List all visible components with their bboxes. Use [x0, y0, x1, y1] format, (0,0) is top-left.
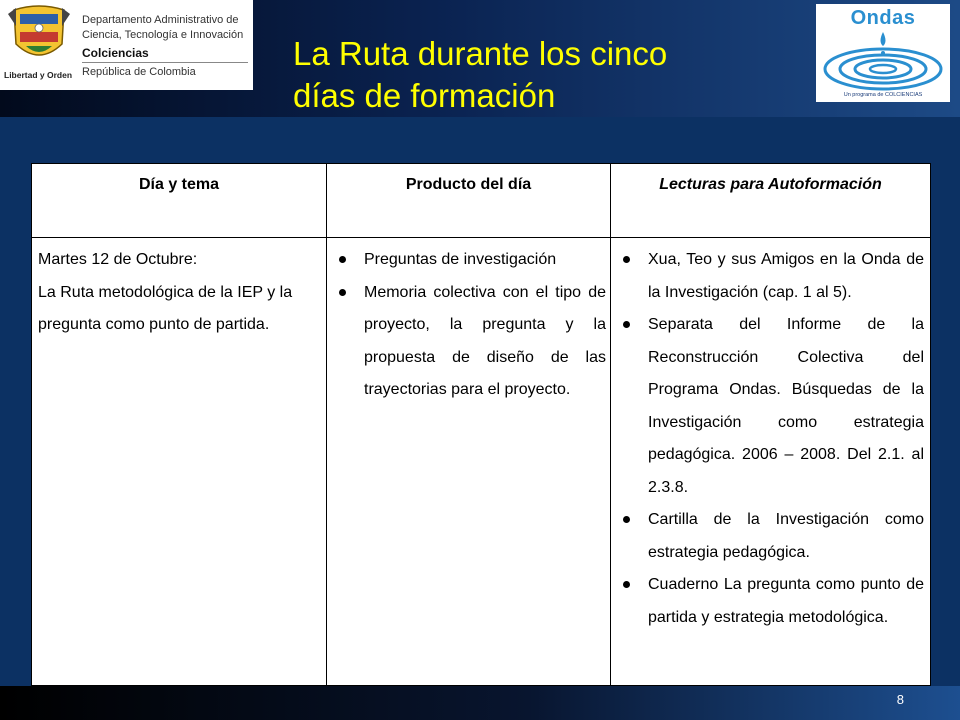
table-row: [32, 238, 931, 686]
cell-products: [327, 238, 611, 686]
list-item: Cartilla de la Investigación como estrategia pedagógica.: [612, 504, 924, 569]
header-day-topic: Día y tema: [32, 164, 327, 238]
readings-list: [612, 244, 924, 634]
list-item: Preguntas de investigación: [328, 244, 606, 277]
water-ripple-icon: [816, 26, 950, 96]
colciencias-logo: [0, 0, 253, 90]
logo-divider: [82, 62, 248, 63]
ondas-wordmark: Ondas: [850, 7, 916, 29]
header-product: Producto del día: [327, 164, 611, 238]
list-item: Separata del Informe de la Reconstrucción Colectiva del Programa Ondas. Búsquedas de la Investigación como estrategia pedagógica. 2006 – 2008. Del 2.1. al 2.3.8.: [612, 309, 924, 504]
motto-text: Libertad y Orden: [4, 70, 73, 80]
training-schedule-table: [31, 163, 931, 686]
slide-title: [293, 33, 793, 117]
coat-of-arms-icon: [6, 4, 72, 68]
page-number: 8: [896, 692, 904, 707]
list-item: Cuaderno La pregunta como punto de partida y estrategia metodológica.: [612, 569, 924, 634]
cell-day-topic: [32, 238, 327, 686]
products-list: [328, 244, 606, 407]
header-readings: Lecturas para Autoformación: [611, 164, 931, 238]
ondas-tagline: Un programa de COLCIENCIAS: [843, 92, 923, 98]
logo-line-colciencias: Colciencias: [82, 46, 149, 60]
table-header-row: [32, 164, 931, 238]
title-line-2: días de formación: [293, 77, 556, 114]
footer-band: [0, 686, 960, 720]
cell-readings: [611, 238, 931, 686]
title-line-1: La Ruta durante los cinco: [293, 35, 668, 72]
list-item: Xua, Teo y sus Amigos en la Onda de la Investigación (cap. 1 al 5).: [612, 244, 924, 309]
logo-line-science: Ciencia, Tecnología e Innovación: [82, 29, 244, 41]
logo-line-department: Departamento Administrativo de: [82, 14, 239, 26]
list-item: Memoria colectiva con el tipo de proyecto, la pregunta y la propuesta de diseño de las trayectorias para el proyecto.: [328, 277, 606, 407]
day-date: Martes 12 de Octubre:: [38, 251, 198, 268]
logo-line-republic: República de Colombia: [82, 66, 196, 78]
ondas-logo: [816, 4, 950, 102]
day-topic: La Ruta metodológica de la IEP y la pregunta como punto de partida.: [38, 283, 293, 333]
